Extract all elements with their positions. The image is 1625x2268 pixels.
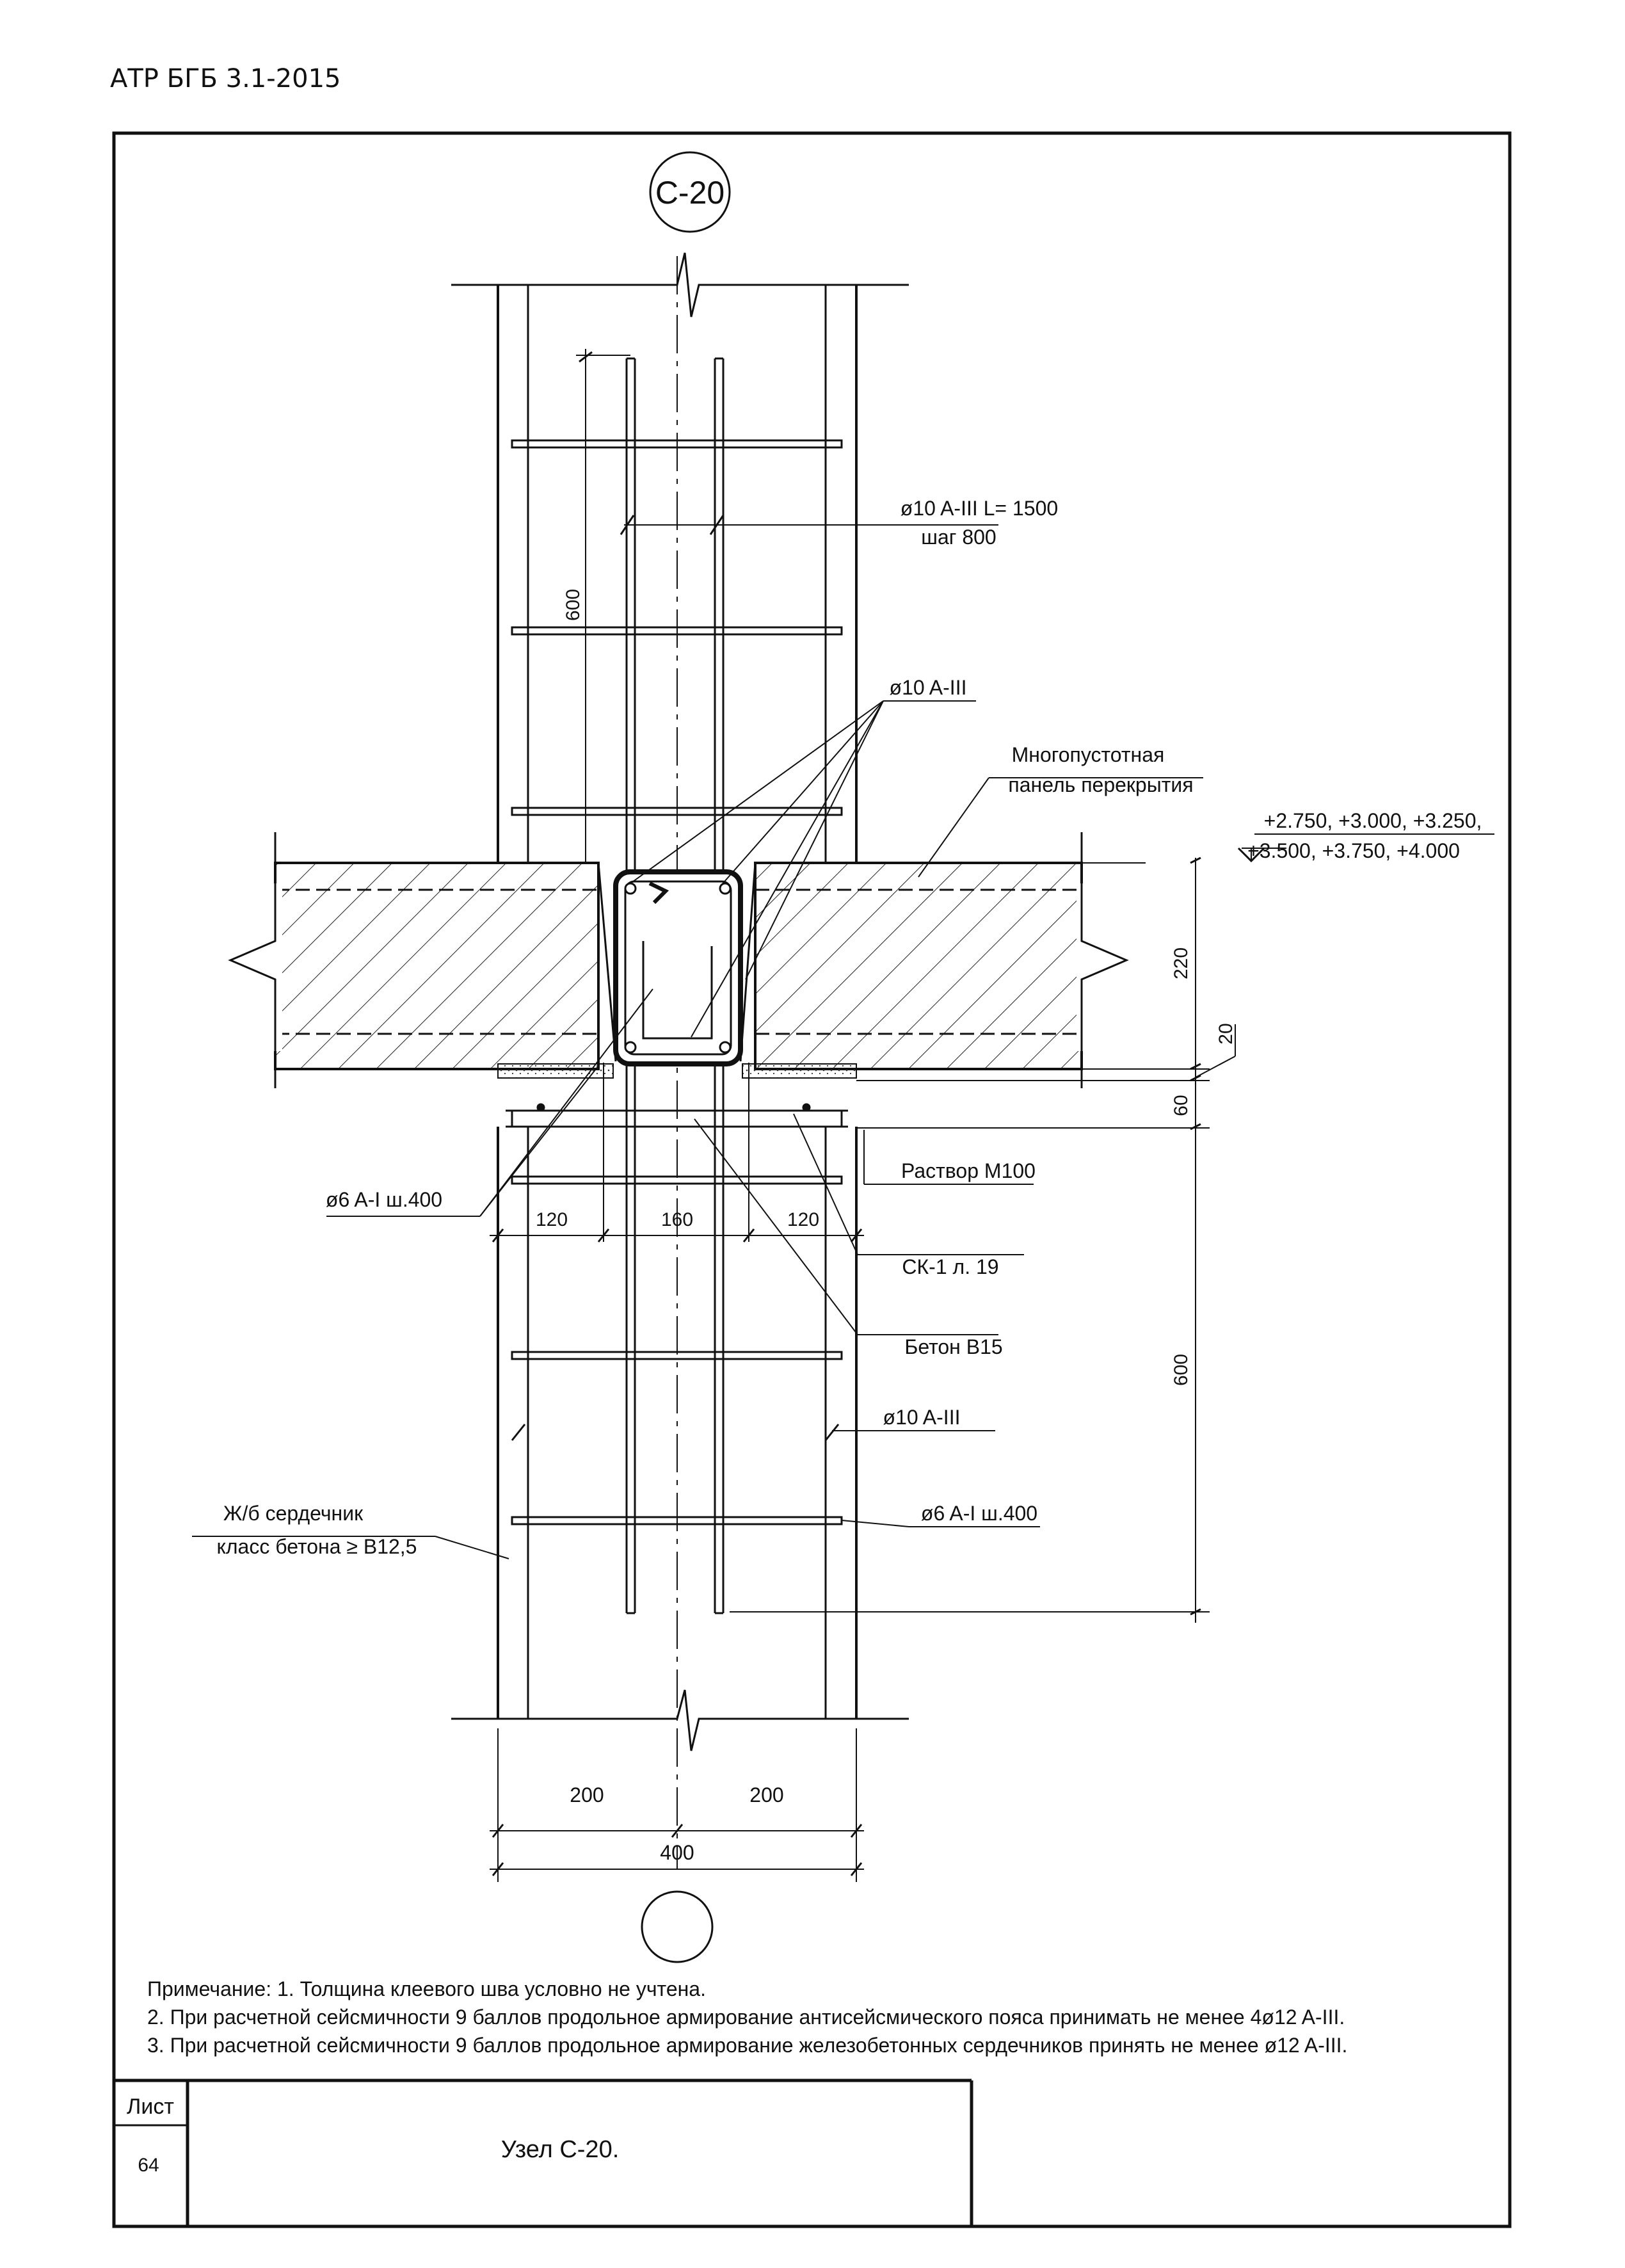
dim-600-bottom: 600 bbox=[1171, 1353, 1192, 1387]
label-core-line2: класс бетона ≥ В12,5 bbox=[216, 1535, 417, 1558]
dim-120-left: 120 bbox=[535, 1209, 568, 1230]
label-elev-line1: +2.750, +3.000, +3.250, bbox=[1263, 809, 1482, 832]
dim-220: 220 bbox=[1171, 947, 1192, 980]
label-panel-line2: панель перекрытия bbox=[1008, 773, 1194, 796]
dimension-600-top bbox=[576, 349, 630, 863]
note-2: 2. При расчетной сейсмичности 9 баллов продольное армирование антисейсмического пояса принимать не менее 4ø12 A-III. bbox=[147, 2006, 1345, 2029]
label-mortar: Раствор М100 bbox=[901, 1159, 1036, 1182]
label-panel-line1: Многопустотная bbox=[1011, 743, 1165, 766]
label-rebar-top-step: шаг 800 bbox=[921, 526, 997, 549]
label-elev-line2: +3.500, +3.750, +4.000 bbox=[1247, 839, 1460, 862]
dim-400: 400 bbox=[660, 1841, 694, 1864]
node-marker-label: С-20 bbox=[655, 175, 725, 211]
belt-cage bbox=[598, 863, 755, 1064]
note-3: 3. При расчетной сейсмичности 9 баллов продольное армирование железобетонных сердечников принять не менее ø12 A-III. bbox=[147, 2034, 1348, 2057]
label-rebar-top: ø10 A-III L= 1500 bbox=[900, 497, 1059, 520]
dim-60: 60 bbox=[1171, 1095, 1192, 1116]
drawing-title: Узел С-20. bbox=[500, 2136, 620, 2163]
dim-160: 160 bbox=[660, 1209, 694, 1230]
label-mesh: СК-1 л. 19 bbox=[902, 1255, 999, 1278]
label-rebar-low: ø10 A-III bbox=[883, 1406, 961, 1429]
node-marker bbox=[650, 152, 730, 232]
label-stirrup-left: ø6 A-I ш.400 bbox=[325, 1188, 443, 1211]
break-line-bottom bbox=[451, 1690, 909, 1751]
sheet-label: Лист bbox=[127, 2095, 174, 2119]
axis-bubble-bottom bbox=[642, 1892, 712, 1962]
sheet-number: 64 bbox=[138, 2155, 159, 2176]
dim-600-top: 600 bbox=[563, 588, 584, 622]
dim-200-right: 200 bbox=[749, 1783, 784, 1806]
dim-200-left: 200 bbox=[570, 1783, 604, 1806]
label-rebar-mid: ø10 A-III bbox=[889, 676, 967, 699]
label-concrete: Бетон В15 bbox=[904, 1335, 1003, 1358]
document-code: АТР БГБ 3.1-2015 bbox=[110, 64, 341, 93]
dim-20: 20 bbox=[1215, 1023, 1237, 1045]
dim-120-right: 120 bbox=[787, 1209, 820, 1230]
break-line-top bbox=[451, 253, 909, 317]
label-core-line1: Ж/б сердечник bbox=[223, 1502, 364, 1525]
label-stirrup-low: ø6 A-I ш.400 bbox=[920, 1502, 1038, 1525]
note-1: Примечание: 1. Толщина клеевого шва условно не учтена. bbox=[147, 1977, 706, 2000]
